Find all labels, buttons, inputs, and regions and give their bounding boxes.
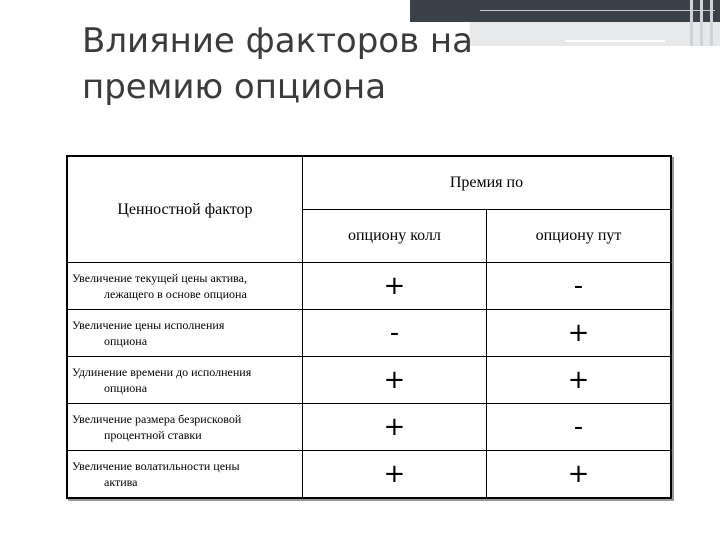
call-effect-cell: -	[302, 310, 486, 357]
factor-text: опциона	[104, 381, 148, 395]
factor-text: лежащего в основе опциона	[104, 287, 247, 301]
call-effect-cell: +	[302, 357, 486, 404]
put-column-header: опциону пут	[486, 210, 671, 263]
factor-text: Увеличение текущей цены актива,	[72, 271, 247, 285]
factor-cell	[67, 357, 302, 404]
call-effect-cell: +	[302, 404, 486, 451]
factor-text: опциона	[104, 334, 148, 348]
factor-text: Увеличение волатильности цены	[72, 459, 240, 473]
call-effect-cell: +	[302, 263, 486, 310]
factor-cell	[67, 263, 302, 310]
factor-text: Увеличение размера безрисковой	[72, 412, 242, 426]
factor-text: Увеличение цены исполнения	[72, 318, 225, 332]
premium-column-header: Премия по	[302, 156, 671, 210]
put-effect-cell: -	[486, 404, 671, 451]
factor-cell	[67, 310, 302, 357]
call-column-header: опциону колл	[302, 210, 486, 263]
factor-text: процентной ставки	[104, 428, 202, 442]
header-decoration-stripe	[690, 0, 693, 46]
put-effect-cell: +	[486, 310, 671, 357]
table-row	[67, 404, 671, 451]
table-row	[67, 263, 671, 310]
call-effect-cell: +	[302, 451, 486, 499]
factor-cell	[67, 404, 302, 451]
header-decoration-stripe	[710, 0, 713, 46]
slide-title	[82, 18, 582, 110]
table-row	[67, 310, 671, 357]
put-effect-cell: +	[486, 357, 671, 404]
table-row	[67, 357, 671, 404]
header-decoration-stripe	[700, 0, 703, 46]
factor-column-header: Ценностной фактор	[67, 156, 302, 263]
put-effect-cell: +	[486, 451, 671, 499]
slide-title-line: премию опциона	[82, 67, 387, 107]
header-decoration-line	[480, 10, 715, 11]
table-row	[67, 451, 671, 499]
put-effect-cell: -	[486, 263, 671, 310]
factor-text: актива	[104, 475, 138, 489]
factor-cell	[67, 451, 302, 499]
slide-title-line: Влияние факторов на	[82, 21, 473, 61]
factor-text: Удлинение времени до исполнения	[72, 365, 252, 379]
option-factors-table	[66, 155, 672, 499]
